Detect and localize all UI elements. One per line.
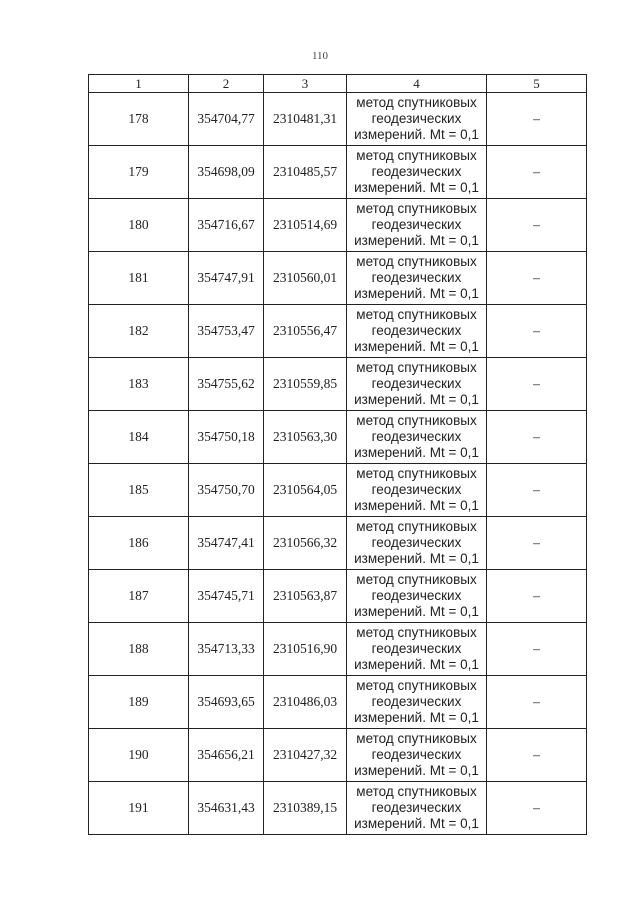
note-cell: – [487,411,587,464]
x-coordinate-cell: 354747,91 [189,252,264,305]
method-line: измерений. Mt = 0,1 [354,127,479,142]
note-cell: – [487,464,587,517]
method-cell [347,411,487,464]
method-line: геодезических [371,376,462,391]
method-line: геодезических [371,535,462,550]
note-cell: – [487,517,587,570]
method-line: метод спутниковых [356,307,477,322]
method-line: геодезических [371,694,462,709]
method-cell [347,146,487,199]
method-line: геодезических [371,482,462,497]
method-line: геодезических [371,164,462,179]
x-coordinate-cell: 354750,70 [189,464,264,517]
method-cell [347,623,487,676]
method-line: метод спутниковых [356,201,477,216]
point-number-cell: 187 [89,570,189,623]
y-coordinate-cell: 2310481,31 [264,93,347,146]
method-cell [347,358,487,411]
table-row [89,305,587,358]
note-cell: – [487,305,587,358]
table-row [89,676,587,729]
method-line: метод спутниковых [356,360,477,375]
method-line: измерений. Mt = 0,1 [354,392,479,407]
table-row [89,623,587,676]
method-line: измерений. Mt = 0,1 [354,710,479,725]
y-coordinate-cell: 2310566,32 [264,517,347,570]
method-line: измерений. Mt = 0,1 [354,445,479,460]
note-cell: – [487,782,587,835]
x-coordinate-cell: 354656,21 [189,729,264,782]
x-coordinate-cell: 354745,71 [189,570,264,623]
table-header-row [89,75,587,93]
y-coordinate-cell: 2310560,01 [264,252,347,305]
point-number-cell: 178 [89,93,189,146]
note-cell: – [487,570,587,623]
method-line: геодезических [371,588,462,603]
note-cell: – [487,146,587,199]
header-col-3: 3 [264,75,347,93]
x-coordinate-cell: 354631,43 [189,782,264,835]
table-row [89,146,587,199]
y-coordinate-cell: 2310559,85 [264,358,347,411]
note-cell: – [487,729,587,782]
method-line: измерений. Mt = 0,1 [354,286,479,301]
y-coordinate-cell: 2310516,90 [264,623,347,676]
method-line: измерений. Mt = 0,1 [354,233,479,248]
y-coordinate-cell: 2310485,57 [264,146,347,199]
y-coordinate-cell: 2310427,32 [264,729,347,782]
note-cell: – [487,358,587,411]
method-line: измерений. Mt = 0,1 [354,498,479,513]
x-coordinate-cell: 354716,67 [189,199,264,252]
table-row [89,729,587,782]
y-coordinate-cell: 2310486,03 [264,676,347,729]
table-body [89,93,587,835]
header-col-2: 2 [189,75,264,93]
method-line: измерений. Mt = 0,1 [354,657,479,672]
y-coordinate-cell: 2310514,69 [264,199,347,252]
method-line: измерений. Mt = 0,1 [354,180,479,195]
point-number-cell: 184 [89,411,189,464]
method-line: метод спутниковых [356,466,477,481]
y-coordinate-cell: 2310563,30 [264,411,347,464]
y-coordinate-cell: 2310389,15 [264,782,347,835]
note-cell: – [487,623,587,676]
method-cell [347,464,487,517]
method-line: метод спутниковых [356,254,477,269]
method-cell [347,517,487,570]
table-row [89,199,587,252]
table-row [89,93,587,146]
method-line: геодезических [371,800,462,815]
method-line: метод спутниковых [356,95,477,110]
method-cell [347,252,487,305]
method-cell [347,199,487,252]
point-number-cell: 179 [89,146,189,199]
method-line: измерений. Mt = 0,1 [354,604,479,619]
method-cell [347,676,487,729]
page-number: 110 [311,50,329,62]
y-coordinate-cell: 2310563,87 [264,570,347,623]
table-row [89,252,587,305]
x-coordinate-cell: 354755,62 [189,358,264,411]
x-coordinate-cell: 354747,41 [189,517,264,570]
method-cell [347,570,487,623]
point-number-cell: 191 [89,782,189,835]
point-number-cell: 185 [89,464,189,517]
method-line: метод спутниковых [356,784,477,799]
method-line: метод спутниковых [356,519,477,534]
note-cell: – [487,199,587,252]
point-number-cell: 181 [89,252,189,305]
x-coordinate-cell: 354713,33 [189,623,264,676]
table-row [89,411,587,464]
method-line: геодезических [371,217,462,232]
x-coordinate-cell: 354704,77 [189,93,264,146]
method-line: метод спутниковых [356,413,477,428]
table-row [89,782,587,835]
method-line: геодезических [371,641,462,656]
method-line: геодезических [371,429,462,444]
note-cell: – [487,676,587,729]
method-cell [347,305,487,358]
x-coordinate-cell: 354750,18 [189,411,264,464]
method-line: геодезических [371,270,462,285]
point-number-cell: 190 [89,729,189,782]
method-line: измерений. Mt = 0,1 [354,763,479,778]
x-coordinate-cell: 354693,65 [189,676,264,729]
point-number-cell: 182 [89,305,189,358]
method-line: метод спутниковых [356,148,477,163]
table-row [89,358,587,411]
coordinates-table [88,74,587,835]
method-line: измерений. Mt = 0,1 [354,339,479,354]
point-number-cell: 183 [89,358,189,411]
method-line: метод спутниковых [356,731,477,746]
method-cell [347,93,487,146]
note-cell: – [487,93,587,146]
point-number-cell: 189 [89,676,189,729]
table-row [89,570,587,623]
method-line: метод спутниковых [356,625,477,640]
header-col-1: 1 [89,75,189,93]
method-line: метод спутниковых [356,572,477,587]
table-row [89,517,587,570]
method-line: измерений. Mt = 0,1 [354,816,479,831]
method-line: геодезических [371,111,462,126]
point-number-cell: 188 [89,623,189,676]
note-cell: – [487,252,587,305]
x-coordinate-cell: 354753,47 [189,305,264,358]
y-coordinate-cell: 2310556,47 [264,305,347,358]
method-cell [347,782,487,835]
y-coordinate-cell: 2310564,05 [264,464,347,517]
point-number-cell: 186 [89,517,189,570]
x-coordinate-cell: 354698,09 [189,146,264,199]
method-line: измерений. Mt = 0,1 [354,551,479,566]
method-line: геодезических [371,323,462,338]
table-row [89,464,587,517]
point-number-cell: 180 [89,199,189,252]
method-line: геодезических [371,747,462,762]
header-col-4: 4 [347,75,487,93]
method-line: метод спутниковых [356,678,477,693]
header-col-5: 5 [487,75,587,93]
method-cell [347,729,487,782]
